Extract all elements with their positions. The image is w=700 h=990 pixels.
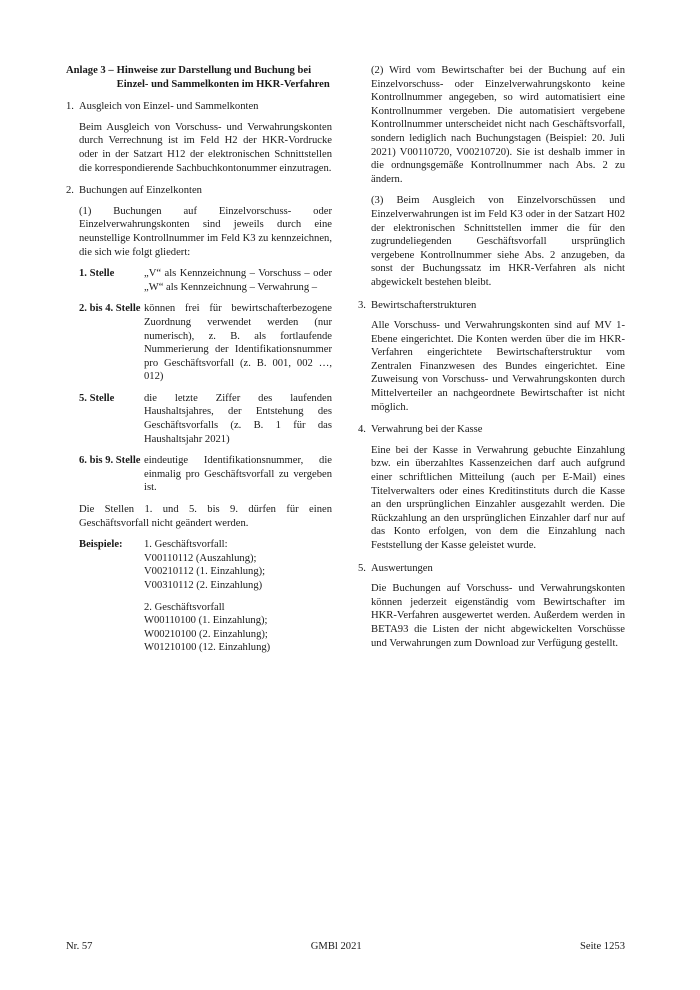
heading-title: Hinweise zur Darstellung und Buchung bei Einzel- und Sammelkonten im HKR-Verfahren <box>116 65 330 90</box>
position-label: 6. bis 9. Stelle <box>79 455 141 467</box>
section-title: Verwahrung bei der Kasse <box>371 424 483 436</box>
examples-list <box>144 538 270 663</box>
heading-label: Anlage 3 – <box>66 65 114 76</box>
position-label: 5. Stelle <box>79 392 115 404</box>
example-title: 1. Geschäftsvorfall: <box>144 539 228 551</box>
section-title: Auswertungen <box>371 562 433 574</box>
position-text: können frei für bewirtschafterbezogene Zuordnung verwendet werden (nur numerisch), z. B. als fortlaufende Nummerierung der Identifikationsnummer pro Geschäftsvorfall (z. B. 001, 002 …, 012) <box>144 303 332 383</box>
section-1-text: Beim Ausgleich von Vorschuss- und Verwahrungskonten durch Verrechnung ist im Feld H2 der HKR-Vordrucke oder in der Satzart H12 der elektronischen Schnittstellen die korrespondierende Sachbuchkontonummer einzutragen. <box>79 121 332 174</box>
section-2-paragraph-3: (3) Beim Ausgleich von Einzelvorschüssen und Einzelverwahrungen ist im Feld K3 oder in der Satzart H02 der elektronischen Schnittstellen immer die für den zugrundeliegenden Geschäftsvorfall ursprünglich vergebene Kontrollnummer siehe Abs. 2 anzugeben, da sonst der Buchungssatz im HKR-Verfahren als nicht abgewickelt bestehen bleibt. <box>371 195 625 288</box>
position-text: die letzte Ziffer des laufenden Haushaltsjahres, der Entstehung des Geschäftsvorfalls (z. B. 1 für das Haushaltsjahr 2021) <box>144 392 332 445</box>
example-line: W00210100 (2. Einzahlung); <box>144 628 268 640</box>
section-title: Bewirtschafterstrukturen <box>371 299 477 311</box>
position-label: 1. Stelle <box>79 268 115 280</box>
position-row <box>79 267 332 294</box>
example-line: W00110100 (1. Einzahlung); <box>144 615 268 627</box>
example-line: V00310112 (2. Einzahlung) <box>144 580 263 591</box>
section-5-text: Die Buchungen auf Vorschuss- und Verwahrungskonten können jederzeit eigenständig vom Bewirtschafter im HKR-Verfahren ausgewertet werden. Außerdem werden in BETA93 die Listen der nicht abgewickelten Vorschüsse und Verwahrungen zum Download zur Verfügung gestellt. <box>371 583 625 649</box>
section-number: 2. <box>66 185 74 197</box>
position-row <box>79 392 332 446</box>
right-column <box>358 64 625 658</box>
position-row <box>79 454 332 495</box>
section-title: Buchungen auf Einzelkonten <box>79 185 202 197</box>
example-title: 2. Geschäftsvorfall <box>144 601 225 613</box>
section-4-header <box>358 423 625 437</box>
section-number: 4. <box>358 424 366 436</box>
section-number: 1. <box>66 101 74 113</box>
position-row <box>79 302 332 384</box>
section-title: Ausgleich von Einzel- und Sammelkonten <box>79 101 259 113</box>
example-line: V00210112 (1. Einzahlung); <box>144 566 266 578</box>
section-2-header <box>66 184 332 198</box>
section-number: 3. <box>358 299 366 311</box>
section-2-note: Die Stellen 1. und 5. bis 9. dürfen für einen Geschäftsvorfall nicht geändert werden. <box>79 504 332 529</box>
example-block <box>144 601 270 655</box>
section-1-header <box>66 100 332 114</box>
section-2-paragraph-1: (1) Buchungen auf Einzelvorschuss- oder Einzelverwahrungskonten sind jeweils durch eine neunstellige Kontrollnummer im Feld K3 zu kennzeichnen, die sich wie folgt gliedert: <box>79 205 332 258</box>
document-heading <box>66 64 332 91</box>
example-line: V00110112 (Auszahlung); <box>144 552 257 564</box>
example-line: W01210100 (12. Einzahlung) <box>144 642 271 654</box>
examples-label: Beispiele: <box>79 539 123 551</box>
position-text: „V“ als Kennzeichnung – Vorschuss – oder „W“ als Kennzeichnung – Verwahrung – <box>144 268 332 293</box>
page-footer <box>66 940 625 954</box>
position-label: 2. bis 4. Stelle <box>79 303 141 315</box>
section-5-header <box>358 562 625 576</box>
page-number: Seite 1253 <box>579 941 625 952</box>
publication-name: GMBl 2021 <box>310 941 362 952</box>
issue-number: Nr. 57 <box>66 941 93 952</box>
examples <box>79 538 332 663</box>
left-column <box>66 64 332 663</box>
section-number: 5. <box>358 562 366 574</box>
section-3-header <box>358 299 625 313</box>
section-2-paragraph-2: (2) Wird vom Bewirtschafter bei der Buchung auf ein Einzelvorschuss- oder Einzelverwahrungskonto keine Kontrollnummer angegeben, so wird automatisiert eine Kontrollnummer vergeben. Die automatisiert vergebene Kontrollnummer unterscheidet nicht nach Geschäftsvorfall, sondern lediglich nach Buchungstagen (Beispiel: 20. Juli 2021) V00110720, V00210720). Sie ist deshalb immer in die ordnungsgemäße Kontrollnummer nach Abs. 2 zu ändern. <box>371 65 625 185</box>
example-block <box>144 538 270 592</box>
section-3-text: Alle Vorschuss- und Verwahrungskonten sind auf MV 1-Ebene eingerichtet. Die Konten werden über die im HKR-Verfahren eingerichtete Bewirtschafterstruktur vom Zentralen Finanzwesen des Bundes eingerichtet. Eine Zuweisung von Vorschuss- und Verwahrungskonten durch Mittelverteiler an nachgeordnete Bewirtschafter ist nicht möglich. <box>371 320 625 413</box>
position-text: eindeutige Identifikationsnummer, die einmalig pro Geschäftsvorfall zu vergeben ist. <box>144 455 332 494</box>
section-4-text: Eine bei der Kasse in Verwahrung gebuchte Einzahlung bzw. ein überzahltes Kassenzeichen darf auch aufgrund einer schriftlichen Mitteilung (auch per E-Mail) eines Titelverwalters oder eines Kreditinstituts durch die Kasse an den ursprünglichen Einzahler ausgezahlt werden. Die Rückzahlung an den ursprünglichen Einzahler darf nur auf das Konto erfolgen, von dem die Einzahlung nach Feststellung der Kasse geleistet wurde. <box>371 444 625 551</box>
